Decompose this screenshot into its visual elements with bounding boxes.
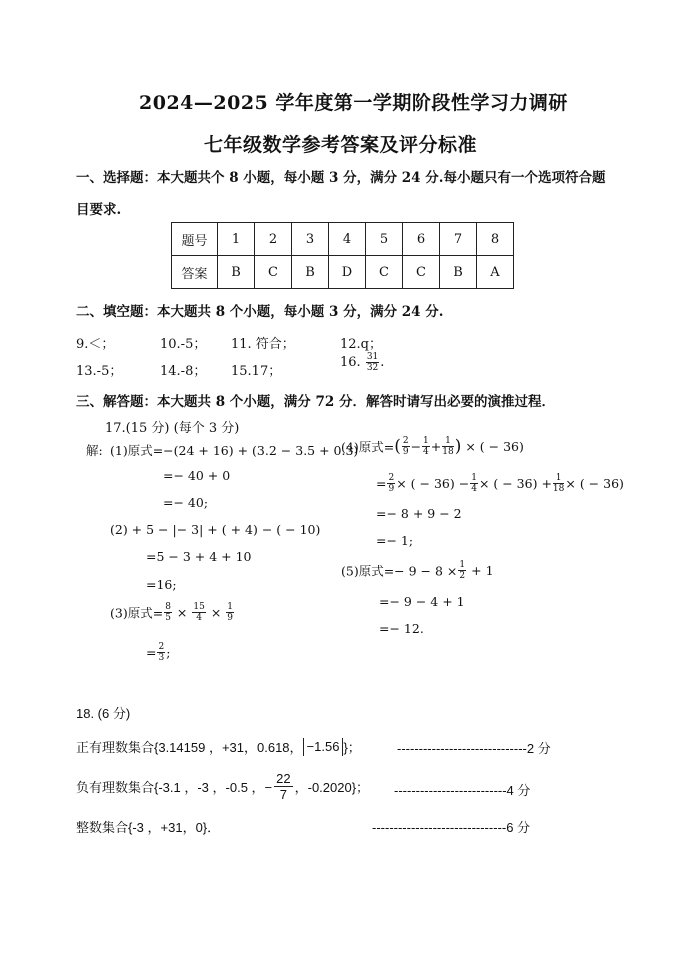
p5-line1 xyxy=(341,560,494,581)
p3-line2 xyxy=(146,642,170,663)
fraction xyxy=(422,436,430,457)
p5-prefix: (5)原式=− 9 − 8 × xyxy=(341,563,458,579)
table-cell: B xyxy=(292,256,329,289)
table-answer-label: 答案 xyxy=(172,256,218,289)
fraction-numerator: 15 xyxy=(193,602,205,612)
positive-set-end: }； xyxy=(343,740,361,755)
table-row xyxy=(172,223,514,256)
table-cell: 6 xyxy=(403,223,440,256)
page-title: 2024—2025 学年度第一学期阶段性学习力调研 xyxy=(139,92,568,114)
plus-sign: + xyxy=(537,476,552,491)
positive-rational-set xyxy=(76,737,361,756)
table-cell: A xyxy=(477,256,514,289)
positive-set-score: ------------------------------2 分 xyxy=(397,741,551,756)
table-cell: 5 xyxy=(366,223,403,256)
table-cell: C xyxy=(255,256,292,289)
table-cell: C xyxy=(366,256,403,289)
fraction-denominator: 4 xyxy=(471,484,477,494)
fraction-numerator: 1 xyxy=(423,436,429,446)
equals: = xyxy=(146,645,157,660)
p4-line2 xyxy=(376,473,624,494)
plus-sign: + xyxy=(430,439,442,454)
p3-prefix: (3)原式= xyxy=(110,605,164,621)
term: × ( − 36) xyxy=(565,476,624,491)
table-cell: D xyxy=(329,256,366,289)
negative-set-label: 负有理数集合{-3.1 ，-3 ，-0.5 ，− xyxy=(76,780,273,795)
solution-label: 解: xyxy=(86,443,103,458)
integer-set-score: -------------------------------6 分 xyxy=(372,820,531,835)
p5-line3: =− 12. xyxy=(379,621,424,636)
table-cell: 3 xyxy=(292,223,329,256)
term: × ( − 36) xyxy=(478,476,538,491)
fraction-denominator: 4 xyxy=(196,613,202,623)
fraction xyxy=(192,602,205,623)
fraction-denominator: 9 xyxy=(227,613,234,623)
p1-line2: =− 40 + 0 xyxy=(163,468,231,483)
close-paren: ) xyxy=(454,436,462,457)
times-sign: × xyxy=(210,605,222,620)
fraction-denominator: 9 xyxy=(402,447,409,457)
table-cell: 1 xyxy=(218,223,255,256)
p5-tail: + 1 xyxy=(471,563,494,578)
p2-line3: =16; xyxy=(146,577,177,592)
p5-line2: =− 9 − 4 + 1 xyxy=(379,594,465,609)
p2-line2: =5 − 3 + 4 + 10 xyxy=(146,549,252,564)
p4-tail: × ( − 36) xyxy=(465,439,524,454)
answer-16-label: 16. xyxy=(340,355,361,370)
answer-14: 14.-8； xyxy=(160,364,207,379)
section1-heading-cont: 目要求. xyxy=(76,202,122,218)
fraction xyxy=(274,771,292,802)
fraction-denominator: 7 xyxy=(279,787,287,802)
absolute-value: −1.56 xyxy=(303,738,344,756)
term: × ( − 36) xyxy=(396,476,455,491)
fraction-denominator: 2 xyxy=(459,571,466,581)
table-header-label: 题号 xyxy=(172,223,218,256)
fraction-numerator: 22 xyxy=(276,771,291,786)
answer-16-fraction xyxy=(366,352,379,373)
table-cell: B xyxy=(440,256,477,289)
p2-line1: (2) + 5 − |− 3| + ( + 4) − ( − 10) xyxy=(110,522,321,537)
fraction-numerator: 1 xyxy=(471,473,477,483)
answer-10: 10.-5； xyxy=(160,337,207,352)
table-cell: 4 xyxy=(329,223,366,256)
fraction-denominator: 18 xyxy=(552,484,565,494)
p1-line1: (1)原式=−(24 + 16) + (3.2 − 3.5 + 0.3) xyxy=(110,443,359,458)
p1-line3: =− 40; xyxy=(163,495,209,510)
answer-16 xyxy=(340,352,384,373)
fraction xyxy=(164,602,172,623)
positive-set-label: 正有理数集合{3.14159 ，+31，0.618， xyxy=(76,740,303,755)
table-cell: B xyxy=(218,256,255,289)
fraction-denominator: 18 xyxy=(442,447,454,457)
table-cell: 2 xyxy=(255,223,292,256)
minus-sign: − xyxy=(410,439,422,454)
fraction-numerator: 2 xyxy=(388,473,395,483)
fraction-denominator: 4 xyxy=(423,447,429,457)
minus-sign: − xyxy=(454,476,470,491)
integer-set: 整数集合{-3 ，+31，0}． xyxy=(76,820,221,835)
negative-rational-set xyxy=(76,771,369,802)
fraction-denominator: 5 xyxy=(165,613,171,623)
fraction xyxy=(387,473,395,494)
open-paren: ( xyxy=(394,436,401,457)
q18-heading: 18. (6 分) xyxy=(76,706,131,721)
fraction xyxy=(458,560,466,581)
answer-13: 13.-5； xyxy=(76,364,123,379)
fraction-denominator: 32 xyxy=(366,363,379,373)
fraction xyxy=(442,436,453,457)
section2-heading: 二、填空题：本大题共 8 个小题，每小题 3 分，满分 24 分. xyxy=(76,304,444,320)
fraction-numerator: 2 xyxy=(402,436,409,446)
p4-line4: =− 1; xyxy=(376,533,414,548)
table-cell: 8 xyxy=(477,223,514,256)
section1-heading: 一、选择题：本大题共个 8 小题，每小题 3 分，满分 24 分.每小题只有一个选项符合题 xyxy=(76,170,606,186)
fraction-numerator: 2 xyxy=(158,642,165,652)
fraction-numerator: 1 xyxy=(227,602,234,612)
table-cell: C xyxy=(403,256,440,289)
section3-heading: 三、解答题：本大题共 8 个小题，满分 72 分．解答时请写出必要的演推过程． xyxy=(76,394,555,410)
times-sign: × xyxy=(176,605,188,620)
fraction-denominator: 3 xyxy=(158,653,165,663)
answer-15: 15.17； xyxy=(231,364,282,379)
p4-line3: =− 8 + 9 − 2 xyxy=(376,506,462,521)
q17-heading: 17.(15 分) (每个 3 分) xyxy=(105,421,240,436)
p3-line1 xyxy=(110,602,235,623)
answer-9: 9.＜； xyxy=(76,337,115,352)
answer-16-end: . xyxy=(380,355,385,370)
answer-11: 11. 符合； xyxy=(231,337,295,352)
answer-table xyxy=(171,222,514,289)
equals: = xyxy=(376,476,387,491)
table-row xyxy=(172,256,514,289)
table-cell: 7 xyxy=(440,223,477,256)
p4-line1 xyxy=(341,436,524,457)
negative-set-end: ，-0.2020}； xyxy=(294,780,370,795)
fraction xyxy=(470,473,478,494)
fraction xyxy=(157,642,165,663)
fraction-numerator: 8 xyxy=(165,602,171,612)
fraction-numerator: 1 xyxy=(442,436,453,447)
fraction xyxy=(226,602,234,623)
answer-12: 12.q； xyxy=(340,337,382,352)
fraction-numerator: 31 xyxy=(366,352,379,362)
page-subtitle: 七年级数学参考答案及评分标准 xyxy=(204,134,478,156)
fraction-numerator: 1 xyxy=(459,560,466,570)
p4-prefix: (4)原式= xyxy=(341,439,395,455)
negative-set-score: --------------------------4 分 xyxy=(394,783,531,798)
fraction-denominator: 9 xyxy=(388,484,395,494)
fraction xyxy=(402,436,410,457)
fraction xyxy=(553,473,564,494)
semicolon: ; xyxy=(166,645,171,660)
fraction-numerator: 1 xyxy=(553,473,564,484)
